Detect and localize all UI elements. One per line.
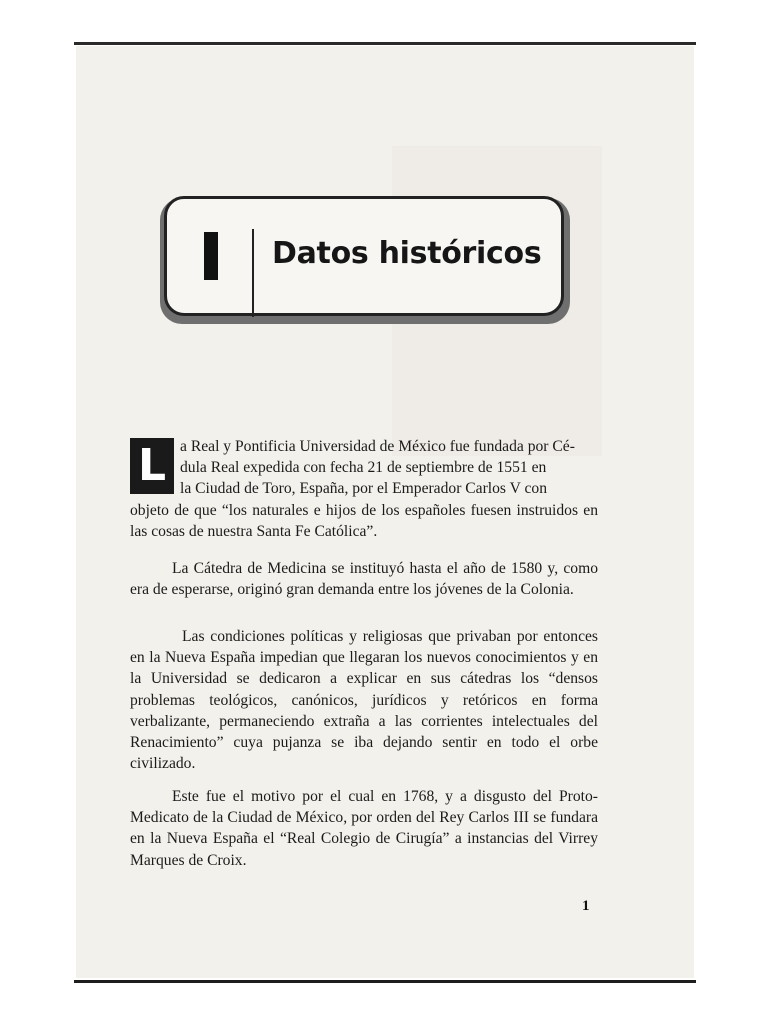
paragraph-1: [130, 436, 598, 542]
scan-top-edge: [74, 42, 696, 45]
chapter-number-mark: [204, 232, 218, 280]
paragraph-3: Las condiciones políticas y religiosas que privaban por entonces en la Nueva España impedian que llegaran los nuevos conocimientos y en la Universidad se dedicaron a explicar en sus cátedras los “densos problemas teológicos, canónicos, jurídicos y retóricos en forma verbalizante, permaneciendo extraña a las corrientes intelectuales del Renacimiento” cuya pujanza se iba dejando sentir en todo el orbe civilizado.: [130, 628, 598, 773]
chapter-title: Datos históricos: [272, 236, 542, 271]
paragraph-1-line-3: la Ciudad de Toro, España, por el Emperador Carlos V con: [180, 480, 548, 498]
scan-bottom-edge: [74, 980, 696, 983]
title-divider: [252, 229, 254, 317]
page-number: 1: [582, 898, 590, 914]
paragraph-1-rest: objeto de que “los naturales e hijos de los españoles fuesen instruidos en las cosas de nuestra Santa Fe Católica”.: [130, 501, 598, 540]
paragraph-2: La Cátedra de Medicina se instituyó hasta el año de 1580 y, como era de esperarse, originó gran demanda entre los jóvenes de la Colonia.: [130, 560, 598, 599]
paragraph-1-line-2: dula Real expedida con fecha 21 de septiembre de 1551 en: [180, 459, 547, 477]
paragraph-1-line-1: a Real y Pontificia Universidad de México fue fundada por Cé-: [180, 438, 575, 455]
book-page: [76, 46, 694, 978]
paragraph-4: Este fue el motivo por el cual en 1768, y a disgusto del Proto-Medicato de la Ciudad de México, por orden del Rey Carlos III se fundara en la Nueva España el “Real Colegio de Cirugía” a instancias del Virrey Marques de Croix.: [130, 788, 598, 869]
drop-cap: L: [130, 438, 174, 494]
